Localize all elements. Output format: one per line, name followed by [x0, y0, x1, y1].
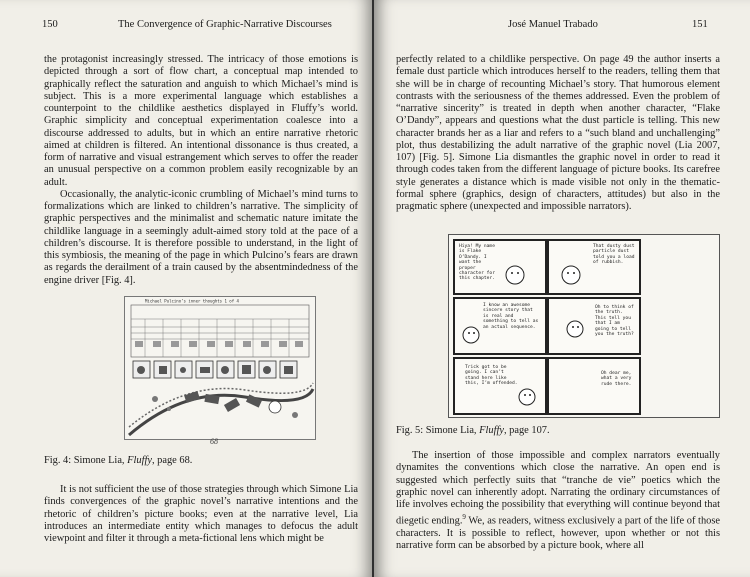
caption-suffix: , page 68. [151, 455, 193, 466]
figure-4-image [124, 296, 316, 440]
paragraph: It is not sufficient the use of those strategies through which Simone Lia finds convergences of the graphic novel’s narrative intentions and the rhetoric of children’s picture books; even at the narrative level, Lia introduces an intermediate entity which manages to defocus the adult viewpoint and filter it through a meta-fictional lens which might be [44, 484, 358, 544]
body-text [44, 484, 358, 545]
paragraph: the protagonist increasingly stressed. The intricacy of those emotions is depicted through a sort of flow chart, a conceptual map intended to graphically reflect the saturation and anguish to which Michael’s mind is subject. This is a more experimental language which establishes a counterpoint to the childlike aesthetics displayed in Fluffy’s world. Graphic simplicity and conceptual experimentation coalesce into a discourse addressed to adults, but in which an entire narrative rhetoric aimed at children is filtered. An intentional dissonance is thus created, a form of narrative and visual estrangement which serves to offer the reader an unusual perspective on a common problem easily recognizable by an adult. [44, 54, 358, 188]
caption-title: Fluffy [127, 455, 152, 466]
caption-suffix: , page 107. [503, 425, 550, 436]
comic-panel [547, 357, 641, 415]
comic-panel [453, 297, 547, 355]
dust-particle-drawing [549, 299, 639, 353]
paragraph-part: We, as readers, witness exclusively a part of the life of those characters. It is possible to reflect, however, upon whether or not this narrative form can be absorbed by a picture book, where all [396, 515, 720, 552]
figure-sketch-title: Michael Pulcino’s inner thoughts 1 of 4 [145, 298, 239, 304]
figure-page-number: 68 [210, 437, 218, 446]
figure-5-caption [396, 425, 550, 436]
paragraph: perfectly related to a childlike perspective. On page 49 the author inserts a female dust particle which introduces herself to the readers, telling them that she will be in charge of recounting Michael’s story. That humorous element contrasts with the seriousness of the themes addressed. Even the problem of “narrative sincerity” is treated in depth when another character, “Flake O’Dandy”, appears and questions what the dust particle is telling. This new character brands her as a liar and refers to a “such bland and unchallenging” plot, thus destabilizing the adult narrative of the graphic novel (Lia 2007, 107) [Fig. 5]. Simone Lia dismantles the graphic novel in order to read it through codes taken from the different language of picture books. Its carefree style generates a distance which is made visible not only in the thematic-formal sphere (graphics, design of characters, attitudes) but also in the pragmatic sphere (unexpected and impossible narrators). [396, 54, 720, 212]
left-page [0, 0, 372, 577]
paragraph [396, 450, 720, 552]
flow-chart-sketch [125, 297, 315, 439]
figure-5-image [448, 234, 720, 418]
dust-particle-drawing [455, 241, 545, 293]
speech-text: I know an awesome sincere story that is real and something to tell as an actual sequence. [483, 303, 539, 330]
figure-4-caption [44, 455, 192, 466]
dust-particle-drawing [549, 241, 639, 293]
paragraph-part: The insertion of those impossible and complex narrators eventually dynamites the conventions which close the narrative. An open end is suggested which perfectly suits that “tranche de vie” poetics which the graphic novel can inherently adopt. Narrating the ordinary circumstances of life involves echoing the possibility that everything will continue beyond that diegetic ending. [396, 450, 720, 527]
running-head: José Manuel Trabado [508, 19, 598, 30]
body-text [396, 450, 720, 552]
footnote-marker[interactable]: 9 [462, 513, 466, 522]
dust-particle-drawing [455, 299, 545, 353]
page-number: 150 [42, 19, 58, 30]
running-head: The Convergence of Graphic-Narrative Discourses [118, 19, 332, 30]
dust-particle-drawing [455, 359, 545, 413]
comic-panel [453, 239, 547, 295]
caption-title: Fluffy [479, 425, 504, 436]
speech-text: Oh to think of the truth. This tell you that I am going to tell you the truth? [595, 305, 634, 338]
body-text [44, 54, 358, 287]
right-page [374, 0, 750, 577]
caption-prefix: Fig. 5: Simone Lia, [396, 425, 480, 436]
speech-text: Trick got to be going. I can’t stand here like this, I’m offended. [465, 365, 518, 387]
comic-panel [547, 297, 641, 355]
comic-panel [453, 357, 547, 415]
paragraph: Occasionally, the analytic-iconic crumbling of Michael’s mind turns to formalizations which are linked to children’s narrative. The simplicity of graphic perspectives and the minimalist and schematic nature imitate the childlike language in a seemingly adult-aimed story told at the pace of a children’s discourse. It is therefore possible to understand, in the light of this symbiosis, the meaning of the page in which Pulcino’s fears are drawn as regards the derailment of a train caused by the absentmindedness of the engine driver [Fig. 4]. [44, 188, 358, 286]
speech-text: Oh dear me, what a very rude there. [601, 371, 632, 387]
body-text [396, 54, 720, 213]
speech-text: Hiya! My name is Flake O’Dandy. I want the proper character for this chapter. [459, 244, 495, 282]
speech-text: That dusty dust particle dust told you a load of rubbish. [593, 244, 635, 266]
page-number: 151 [692, 19, 708, 30]
comic-panel [547, 239, 641, 295]
caption-prefix: Fig. 4: Simone Lia, [44, 455, 128, 466]
